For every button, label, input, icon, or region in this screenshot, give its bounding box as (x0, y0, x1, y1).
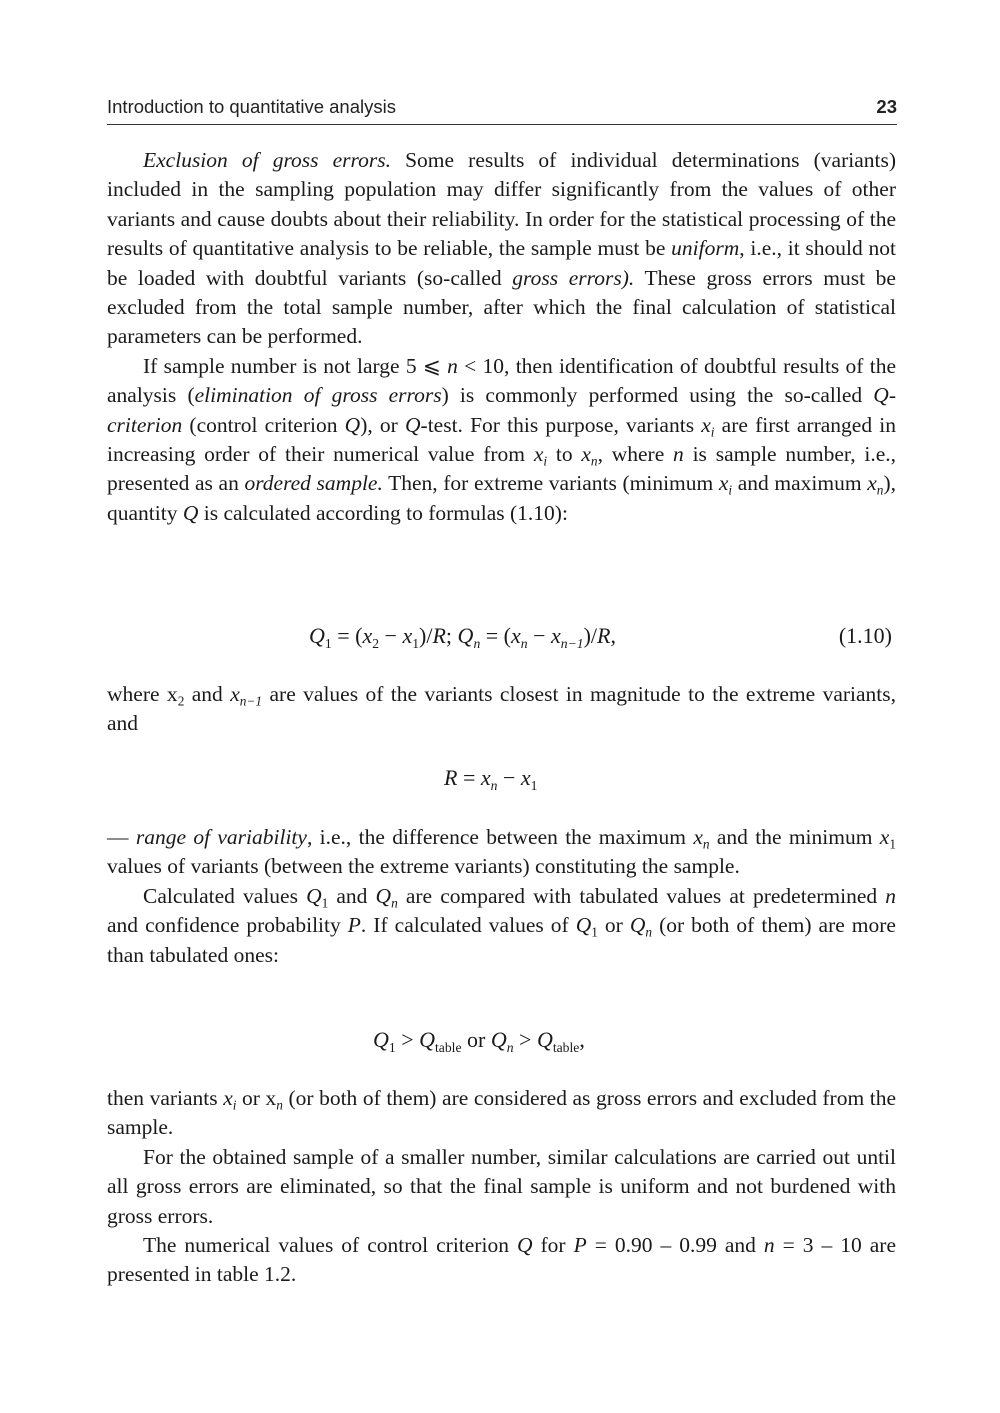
paragraph-excluded: then variants $x_i$ or $x_n$ (or both of them) are considered as gross errors and excluded from the sample. (107, 1086, 896, 1140)
equation-1-10 (107, 623, 896, 655)
paragraph-iteration: For the obtained sample of a smaller number, similar calculations are carried out until all gross errors are eliminated, so that the final sample is uniform and not burdened with gross errors. (107, 1144, 896, 1228)
run-in-heading: Exclusion of gross errors. (143, 148, 391, 172)
equation-number: (1.10) (838, 623, 892, 648)
page-number: 23 (876, 96, 897, 117)
equation-range-body: $R = x_n - x_1$ (444, 765, 538, 793)
text-block-bottom (107, 1084, 896, 1290)
equation-body: $Q_1 = (x_2 - x_1)/R$; $Q_n = (x_n - x_{n-1})/R$, (309, 623, 616, 651)
equation-comparison (107, 1027, 896, 1059)
paragraph-gross-errors: Exclusion of gross errors. Some results of individual determinations (variants) included in the sampling population may differ significantly from the values of other variants and cause doubts about their reliability. In order for the statistical processing of the results of quantitative analysis to be reliable, the sample must be uniform, i.e., it should not be loaded with doubtful variants (so-called gross errors). These gross errors must be excluded from the total sample number, after which the final calculation of statistical parameters can be performed. (107, 148, 896, 349)
equation-comparison-body: $Q_1 > Q_{table}$ or $Q_n > Q_{table}$, (373, 1027, 585, 1055)
text-block-middle (107, 823, 896, 970)
paragraph-q-criterion: If sample number is not large 5 ⩽ n < 10, then identification of doubtful results of the analysis (elimination of gross errors) is commonly performed using the so-called Q-criterion (control criterion Q), or Q-test. For this purpose, variants $x_i$ are first arranged in increasing order of their numerical value from $x_i$ to $x_n$, where n is sample number, i.e., presented as an ordered sample. Then, for extreme variants (minimum $x_i$ and maximum $x_n$), quantity Q is calculated according to formulas (1.10): (107, 353, 896, 525)
text-block-top (107, 146, 896, 528)
paragraph-comparison: Calculated values $Q_1$ and $Q_n$ are compared with tabulated values at predetermined n and confidence probability P. If calculated values of $Q_1$ or $Q_n$ (or both of them) are more than tabulated ones: (107, 883, 896, 967)
text-block-where (107, 680, 896, 739)
running-title: Introduction to quantitative analysis (107, 96, 396, 117)
paragraph-where: where $x_2$ and $x_{n-1}$ are values of the variants closest in magnitude to the extreme variants, and (107, 682, 897, 736)
running-header (107, 96, 897, 125)
equation-range (107, 765, 896, 797)
paragraph-table-reference: The numerical values of control criterion Q for P = 0.90 – 0.99 and n = 3 – 10 are presented in table 1.2. (107, 1233, 896, 1287)
paragraph-range: — range of variability, i.e., the difference between the maximum $x_n$ and the minimum $x_1$ values of variants (between the extreme variants) constituting the sample. (107, 825, 896, 879)
